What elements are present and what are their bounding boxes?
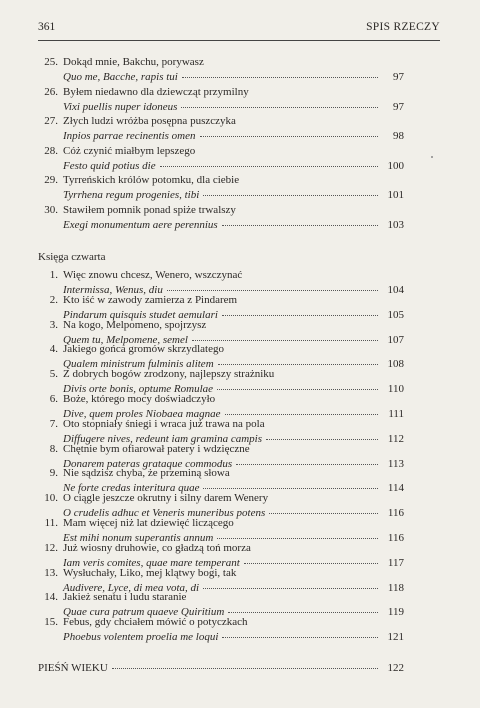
entry-latin-line — [63, 219, 404, 231]
entry-number: 28. — [44, 144, 58, 157]
entry-polish-title: Stawiłem pomnik ponad spiże trwalszy — [63, 204, 236, 216]
toc-entry — [38, 115, 404, 145]
entry-number: 26. — [44, 85, 58, 98]
entry-page: 117 — [387, 556, 404, 569]
entry-latin-title: Quem tu, Melpomene, semel — [63, 333, 188, 346]
entry-page: 121 — [387, 631, 404, 644]
entry-latin-line — [63, 130, 404, 142]
entry-polish-title: Oto stopniały śniegi i wraca już trawa na pola — [63, 417, 265, 430]
entry-number: 8. — [49, 442, 58, 455]
entry-polish-title: Jakież senatu i ludu staranie — [63, 591, 187, 604]
leader-dots — [222, 225, 378, 226]
entry-latin-title: Diffugere nives, redeunt iam gramina campis — [63, 432, 262, 445]
leader-dots — [192, 340, 378, 341]
entry-number: 5. — [49, 368, 58, 381]
entry-page: 105 — [387, 308, 404, 321]
header-rule — [38, 40, 440, 41]
entry-number: 7. — [49, 417, 58, 430]
entry-latin-title: Phoebus volentem proelia me loqui — [63, 631, 219, 644]
toc-entry — [38, 204, 404, 234]
entry-page: 103 — [387, 219, 404, 231]
leader-dots — [203, 488, 378, 489]
entry-number: 12. — [44, 541, 58, 554]
leader-dots — [217, 538, 378, 539]
entry-page: 111 — [388, 408, 404, 420]
entry-polish-title: Z dobrych bogów zrodzony, najlepszy strażniku — [63, 368, 275, 381]
toc-entry — [38, 174, 404, 204]
entry-latin-line — [63, 160, 404, 172]
entry-polish-title: O ciągle jeszcze okrutny i silny darem Wenery — [63, 492, 269, 505]
entry-latin-title: Vixi puellis nuper idoneus — [63, 100, 178, 113]
entry-polish-title: Już wiosny druhowie, co gładzą toń morza — [63, 541, 251, 554]
paper-speck — [431, 156, 433, 158]
toc-entry — [38, 56, 404, 86]
entry-number: 13. — [44, 566, 58, 579]
toc-entry — [38, 145, 404, 175]
entry-number: 1. — [49, 269, 58, 281]
entry-latin-title: Inpios parrae recinentis omen — [63, 130, 196, 143]
running-header — [38, 21, 440, 37]
entry-number: 14. — [44, 591, 58, 604]
entry-latin-title: Iam veris comites, quae mare temperant — [63, 556, 240, 569]
entry-latin-title: Ne forte credas interitura quae — [63, 482, 200, 495]
entry-number: 2. — [49, 293, 58, 306]
entry-number: 11. — [44, 517, 58, 529]
entry-polish-title: Cóż czynić miałbym lepszego — [63, 144, 196, 157]
entry-polish-title: Byłem niedawno dla dziewcząt przymilny — [63, 85, 249, 98]
entry-page: 113 — [387, 457, 404, 470]
entry-page: 110 — [387, 383, 404, 396]
entry-number: 25. — [44, 56, 58, 68]
leader-dots — [225, 414, 378, 415]
entry-polish-title: Na kogo, Melpomeno, spojrzysz — [63, 318, 207, 331]
leader-dots — [228, 612, 378, 613]
entry-polish-title: Chętnie bym ofiarował patery i wdzięczne — [63, 442, 250, 455]
entry-number: 15. — [44, 616, 58, 629]
entry-latin-title: Pindarum quisquis studet aemulari — [63, 308, 218, 321]
entry-page: 116 — [387, 532, 404, 544]
section-title: Księga czwarta — [38, 251, 106, 263]
leader-dots — [244, 563, 378, 564]
entry-page: 104 — [387, 284, 404, 296]
leader-dots — [266, 439, 378, 440]
entry-latin-title: Intermissa, Wenus, diu — [63, 284, 163, 296]
entry-page: 119 — [387, 606, 404, 619]
leader-dots — [222, 315, 378, 316]
entry-page: 97 — [393, 71, 404, 83]
entry-number: 10. — [44, 492, 58, 505]
entry-page: 114 — [387, 482, 404, 495]
entry-page: 97 — [393, 100, 404, 113]
leader-dots — [236, 464, 378, 465]
entry-latin-title: O crudelis adhuc et Veneris muneribus potens — [63, 507, 266, 520]
entry-latin-title: Quo me, Bacche, rapis tui — [63, 71, 178, 83]
entry-latin-title: Tyrrhena regum progenies, tibi — [63, 189, 200, 202]
leader-dots — [203, 195, 378, 196]
entry-polish-title: Febus, gdy chciałem mówić o potyczkach — [63, 616, 248, 629]
entry-latin-title: Festo quid potius die — [63, 159, 156, 172]
entry-latin-line — [63, 71, 404, 83]
leader-dots — [218, 364, 378, 365]
entry-polish-title: Kto iść w zawody zamierza z Pindarem — [63, 293, 238, 306]
entry-number: 3. — [49, 318, 58, 331]
leader-dots — [112, 668, 378, 669]
entry-page: 112 — [387, 432, 404, 445]
entry-polish-title: Dokąd mnie, Bakchu, porywasz — [63, 56, 204, 68]
leader-dots — [217, 389, 378, 390]
entry-latin-title: Donarem pateras grataque commodus — [63, 457, 233, 470]
leader-dots — [269, 513, 378, 514]
entry-latin-title: Dive, quem proles Niobaea magnae — [63, 408, 221, 420]
toc-entry — [38, 616, 404, 646]
entry-latin-title: Divis orte bonis, optume Romulae — [63, 383, 214, 396]
entry-polish-title: Mam więcej niż lat dziewięć liczącego — [63, 517, 234, 529]
toc-entry — [38, 86, 404, 116]
entry-page: 107 — [387, 333, 404, 346]
entry-latin-title: Audivere, Lyce, di mea vota, di — [63, 581, 200, 594]
entry-number: 6. — [49, 393, 58, 405]
entry-number: 9. — [49, 467, 58, 480]
page-number: 361 — [38, 21, 56, 33]
leader-dots — [167, 290, 378, 291]
leader-dots — [160, 166, 378, 167]
entry-polish-title: Jakiego gońca gromów skrzydlatego — [63, 343, 224, 356]
entry-polish-title: Więc znowu chcesz, Wenero, wszczynać — [63, 269, 243, 281]
leader-dots — [182, 77, 378, 78]
leader-dots — [222, 637, 378, 638]
entry-polish-title: Wysłuchały, Liko, mej klątwy bogi, tak — [63, 566, 237, 579]
entry-polish-title: Boże, którego mocy doświadczyło — [63, 393, 216, 405]
entry-polish-title: Tyrreńskich królów potomku, dla ciebie — [63, 174, 240, 187]
entry-latin-title: Qualem ministrum fulminis alitem — [63, 358, 214, 371]
final-entry — [38, 662, 404, 674]
entry-number: 27. — [44, 115, 58, 128]
entry-number: 30. — [44, 204, 58, 216]
final-entry-page: 122 — [387, 662, 404, 674]
entry-page: 100 — [387, 159, 404, 172]
entry-latin-line — [63, 189, 404, 201]
leader-dots — [181, 107, 378, 108]
entry-number: 29. — [44, 174, 58, 187]
entry-page: 118 — [387, 581, 404, 594]
entry-latin-line — [63, 631, 404, 643]
running-title: SPIS RZECZY — [366, 21, 440, 33]
entry-latin-title: Exegi monumentum aere perennius — [63, 219, 218, 231]
entry-page: 108 — [387, 358, 404, 371]
entry-latin-line — [63, 101, 404, 113]
entry-page: 98 — [393, 130, 404, 143]
entry-page: 116 — [387, 507, 404, 520]
entry-polish-title: Złych ludzi wróżba posępna puszczyka — [63, 115, 236, 128]
final-entry-label: PIEŚŃ WIEKU — [38, 662, 108, 674]
entry-polish-title: Nie sądzisz chyba, że przeminą słowa — [63, 467, 230, 480]
entry-page: 101 — [387, 189, 404, 202]
leader-dots — [203, 588, 378, 589]
leader-dots — [200, 136, 379, 137]
entry-number: 4. — [49, 343, 58, 356]
entry-latin-title: Quae cura patrum quaeve Quiritium — [63, 606, 225, 619]
entry-latin-title: Est mihi nonum superantis annum — [63, 532, 214, 544]
